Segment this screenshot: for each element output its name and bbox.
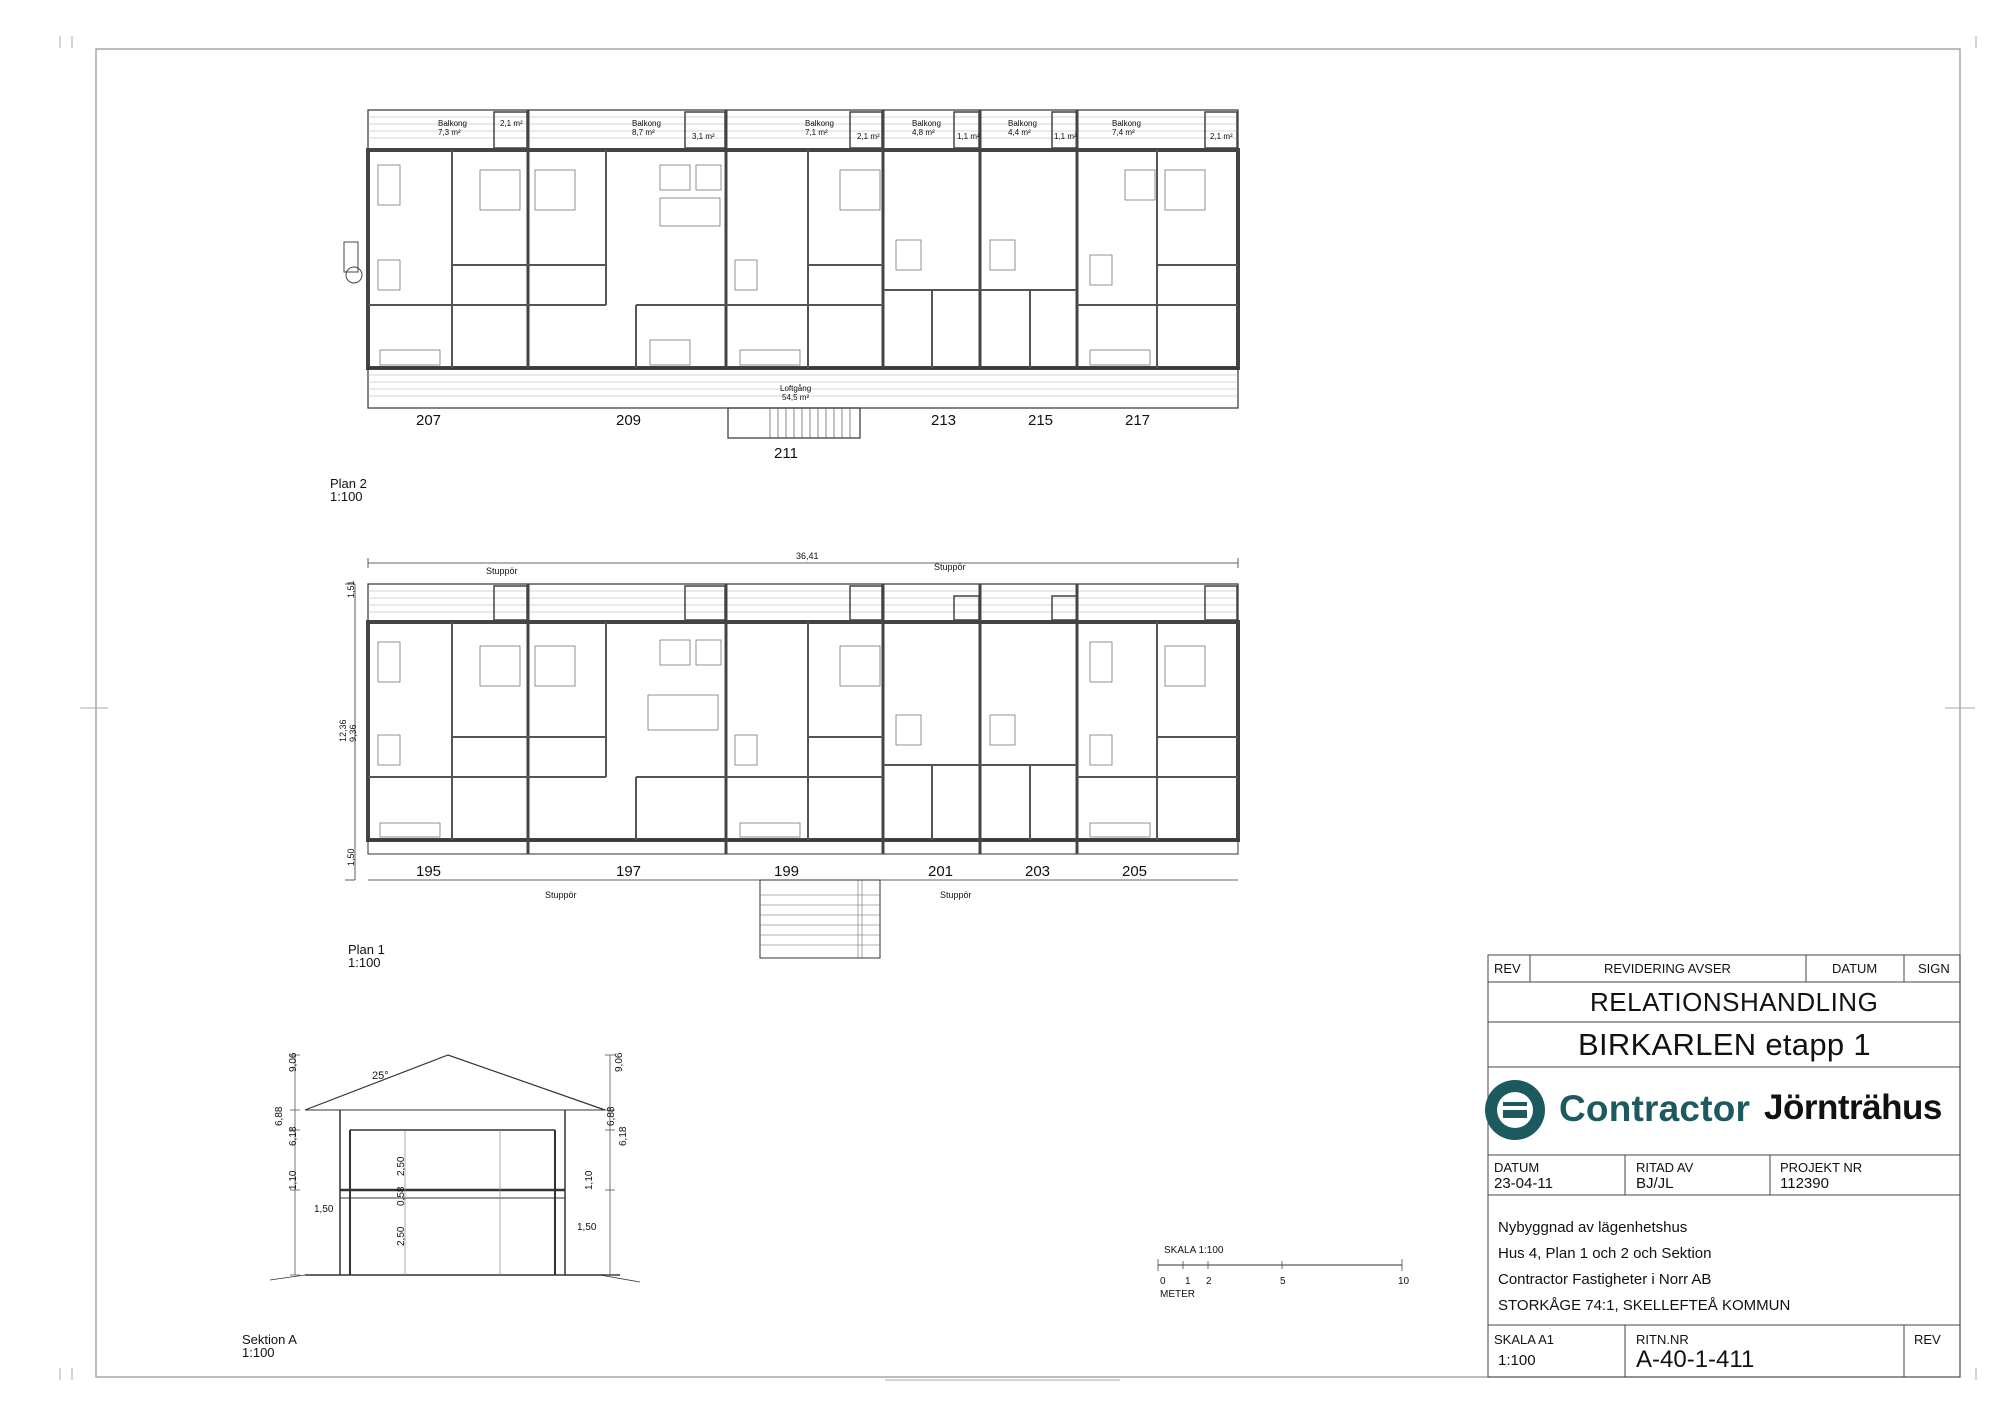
section-height: 9,06 [614, 1052, 625, 1072]
dimension-total: 36,41 [796, 551, 819, 561]
gallery-label [780, 384, 811, 402]
storage-label [1210, 132, 1233, 141]
balcony-area: 4,4 m² [1008, 128, 1031, 137]
skala-label: SKALA A1 [1494, 1332, 1554, 1347]
storage-label [500, 119, 523, 128]
downpipe-label: Stupрör [486, 566, 518, 576]
description-line: STORKÅGE 74:1, SKELLEFTEÅ KOMMUN [1498, 1297, 1791, 1314]
projekt-value: 112390 [1780, 1175, 1829, 1192]
section-inner-dim: 2,50 [396, 1156, 407, 1176]
balcony-area: 7,1 m² [805, 128, 828, 137]
ritn-label: RITN.NR [1636, 1332, 1689, 1347]
roof-angle: 25° [372, 1070, 389, 1082]
projekt-label: PROJEKT NR [1780, 1160, 1863, 1175]
section-height: 6,18 [288, 1126, 299, 1146]
unit-number: 201 [928, 863, 954, 880]
storage-area: 2,1 m² [857, 132, 880, 141]
balcony-name: Balkong [805, 119, 834, 128]
section-height: 1,10 [584, 1170, 595, 1190]
datum-value: 23-04-11 [1494, 1175, 1553, 1192]
section-height: 6,18 [618, 1126, 629, 1146]
balcony-name: Balkong [632, 119, 661, 128]
storage-area: 2,1 m² [1210, 132, 1233, 141]
plan-2-title: Plan 2 [330, 476, 367, 491]
document-status: RELATIONSHANDLING [1590, 987, 1879, 1017]
storage-area: 3,1 m² [692, 132, 715, 141]
storage-area: 1,1 m² [1054, 132, 1077, 141]
unit-number: 211 [774, 445, 798, 462]
balcony-name: Balkong [438, 119, 467, 128]
plan-1-title: Plan 1 [348, 942, 385, 957]
header-datum: DATUM [1832, 961, 1878, 976]
scale-tick: 2 [1206, 1276, 1212, 1287]
section-inner-dim: 2,50 [396, 1226, 407, 1246]
ritad-value: BJ/JL [1636, 1175, 1674, 1192]
balcony-label [438, 119, 467, 137]
skala-value: 1:100 [1498, 1352, 1536, 1369]
balcony-name: Balkong [1112, 119, 1141, 128]
plan-1-floorplan [345, 558, 1238, 958]
section-a-drawing [270, 1052, 640, 1282]
dimension-label: 1,50 [346, 848, 356, 866]
section-inner-dim: 0,58 [396, 1186, 407, 1206]
contractor-logo-text: Contractor [1559, 1088, 1751, 1129]
unit-number: 195 [416, 863, 442, 880]
ritn-value: A-40-1-411 [1636, 1346, 1755, 1373]
downpipe-label: Stupрör [545, 890, 577, 900]
description-line: Contractor Fastigheter i Norr AB [1498, 1271, 1712, 1288]
section-height: 9,06 [288, 1052, 299, 1072]
contractor-logo-mark [1485, 1080, 1545, 1140]
balcony-label [805, 119, 834, 137]
scale-tick: 5 [1280, 1276, 1286, 1287]
gallery-area: 54,5 m² [782, 393, 810, 402]
description-line: Nybyggnad av lägenhetshus [1498, 1219, 1688, 1236]
section-height: 1,10 [288, 1170, 299, 1190]
storage-area: 1,1 m² [957, 132, 980, 141]
storage-label [957, 132, 980, 141]
scale-tick: 0 [1160, 1276, 1166, 1287]
header-revision: REVIDERING AVSER [1604, 961, 1731, 976]
balcony-area: 7,3 m² [438, 128, 461, 137]
unit-number: 205 [1122, 863, 1148, 880]
unit-number: 213 [931, 412, 957, 429]
registration-marks [60, 36, 1976, 1380]
section-height: 6,88 [606, 1106, 617, 1126]
storage-area: 2,1 m² [500, 119, 523, 128]
unit-number: 203 [1025, 863, 1051, 880]
plan-2-scale: 1:100 [330, 489, 363, 504]
balcony-area: 4,8 m² [912, 128, 935, 137]
datum-label: DATUM [1494, 1160, 1540, 1175]
balcony-name: Balkong [1008, 119, 1037, 128]
scale-unit: METER [1160, 1289, 1195, 1300]
dimension-label: 12,36 [338, 719, 348, 742]
dimension-label: 9,36 [348, 724, 358, 742]
balcony-label [1112, 119, 1141, 137]
section-scale: 1:100 [242, 1345, 275, 1360]
balcony-name: Balkong [912, 119, 941, 128]
balcony-label [632, 119, 661, 137]
section-height: 1,50 [314, 1204, 334, 1215]
downpipe-label: Stupрör [934, 562, 966, 572]
unit-number: 209 [616, 412, 642, 429]
downpipe-label: Stupрör [940, 890, 972, 900]
section-height: 1,50 [577, 1222, 597, 1233]
dimension-label: 1,51 [346, 580, 356, 598]
scale-bar [1158, 1259, 1402, 1271]
section-title: Sektion A [242, 1332, 297, 1347]
header-rev: REV [1494, 961, 1521, 976]
gallery-name: Loftgång [780, 384, 812, 393]
sheet-border [96, 49, 1960, 1377]
balcony-label [1008, 119, 1037, 137]
plan-1-scale: 1:100 [348, 955, 381, 970]
description-line: Hus 4, Plan 1 och 2 och Sektion [1498, 1245, 1712, 1262]
unit-number: 217 [1125, 412, 1151, 429]
storage-label [692, 132, 715, 141]
scale-tick: 1 [1185, 1276, 1191, 1287]
unit-number: 207 [416, 412, 442, 429]
balcony-area: 8,7 m² [632, 128, 655, 137]
unit-number: 197 [616, 863, 642, 880]
project-name: BIRKARLEN etapp 1 [1578, 1027, 1871, 1062]
unit-number: 199 [774, 863, 800, 880]
section-height: 6,88 [274, 1106, 285, 1126]
unit-number: 215 [1028, 412, 1054, 429]
storage-label [1054, 132, 1077, 141]
ritad-label: RITAD AV [1636, 1160, 1694, 1175]
scale-tick: 10 [1398, 1276, 1410, 1287]
balcony-label [912, 119, 941, 137]
balcony-area: 7,4 m² [1112, 128, 1135, 137]
scale-bar-title: SKALA 1:100 [1164, 1245, 1224, 1256]
header-sign: SIGN [1918, 961, 1950, 976]
storage-label [857, 132, 880, 141]
jorntrahus-logo-text: Jörnträhus [1764, 1088, 1942, 1127]
rev-label: REV [1914, 1332, 1941, 1347]
